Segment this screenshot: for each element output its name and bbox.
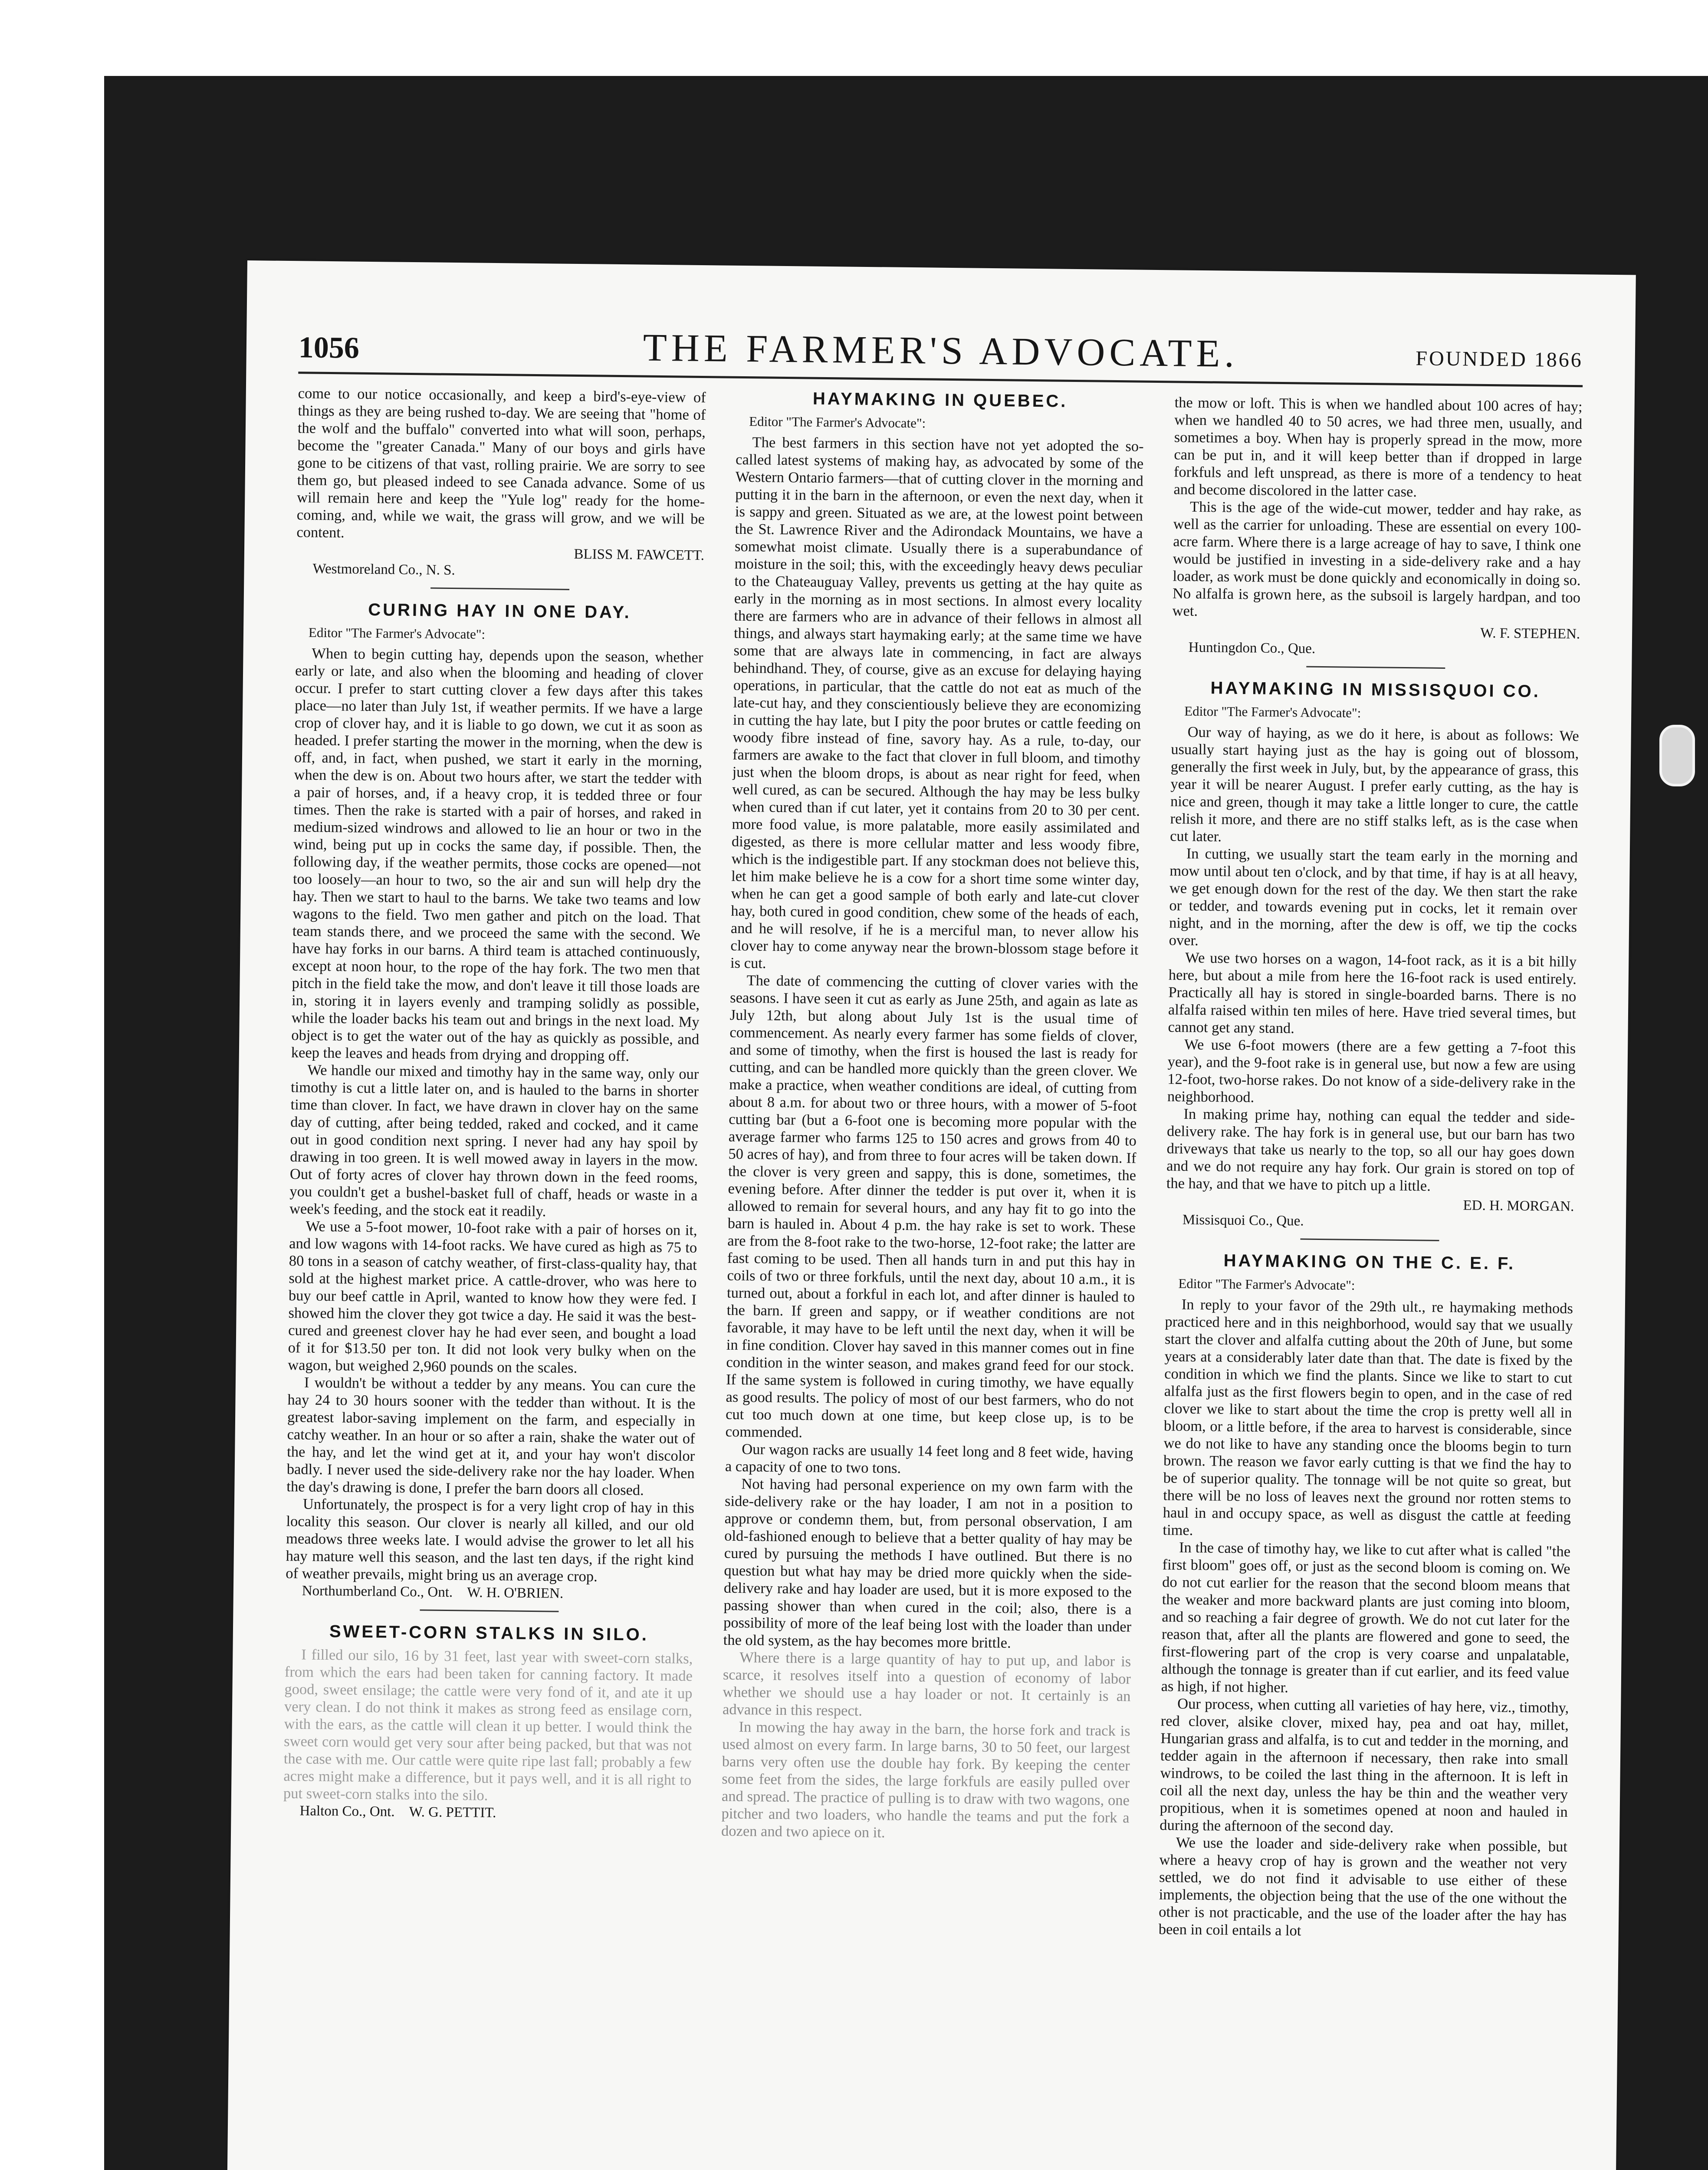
paragraph: In mowing the hay away in the barn, the horse fork and track is used almost on every farm. In large barns, 30 to 50 feet, our largest barns very often use the double hay fork. By keeping the center some feet from the sides, the large forkfuls are easily pulled over and spread. The practice of pulling is to draw with two wagons, one pitcher and two loaders, who handle the teams and put the fork a dozen and two apiece on it. [721, 1719, 1130, 1841]
paragraph: Our process, when cutting all varieties of hay here, viz., timothy, red clover, alsike clover, mixed hay, pea and oat hay, millet, Hungarian grass and alfalfa, is to cut and tedder in the morning, and tedder again in the afternoon if necessary, then rake into small windrows, to be coiled the last thing in the afternoon. It is left in coil all the next day, unless the hay be thin and the weather very propitious, when it is sometimes opened at noon and hauled in during the afternoon of the second day. [1159, 1695, 1569, 1836]
location: Missisquoi Co., Que. [1182, 1212, 1304, 1229]
divider [430, 587, 569, 590]
article-headline: HAYMAKING ON THE C. E. F. [1223, 1251, 1516, 1273]
paragraph: The date of commencing the cutting of clover varies with the seasons. I have seen it cut as early as June 25th, and again as late as July 12th, but along about July 1st is the usual time of commencement. As nearly every farmer has some fields of clover, and some of timothy, when the first is housed the last is ready for cutting, and can be handled more quickly than the green clover. We make a practice, when weather conditions are ideal, of cutting from about 8 a.m. for about two or three hours, with a mower of 5-foot cutting bar (but a 6-foot one is becoming more popular with the average farmer who farms 125 to 150 acres and grows from 40 to 50 acres of hay), and from three to four acres will be taken down. If the clover is very green and sappy, this is done, sometimes, the evening before. After dinner the tedder is put over it, when it is allowed to remain for several hours, and any hay fit to go into the barn is hauled in. About 4 p.m. the hay rake is set to work. These are from the 8-foot rake to the two-horse, 12-foot rake; the latter are fast coming to be used. Then all hands turn in and put this hay in coils of two or three forkfuls, until the next day, about 10 a.m., it is turned out, about a forkful in each lot, and after dinner is hauled to the barn. If green and sappy, or if weather conditions are not favorable, it may have to be left until the next day, when it will be in fine condition. Clover hay saved in this manner comes out in fine condition in the winter season, and makes grand feed for our stock. If the same system is followed in curing timothy, we have equally as good results. The policy of most of our best farmers, who do not cut too much down at one time, but keep close up, is to be commended. [725, 972, 1138, 1441]
newspaper-page [225, 260, 1636, 2170]
divider [420, 1609, 558, 1612]
paragraph: In making prime hay, nothing can equal the tedder and side-delivery rake. The hay fork is in general use, but our barn has two driveways that take us nearly to the top, so all our hay goes down and we do not require any hay fork. Our grain is stored on top of the hay, and that we have to pitch up a little. [1166, 1105, 1575, 1194]
editor-line: Editor "The Farmer's Advocate": [749, 414, 926, 431]
page-number: 1056 [298, 331, 360, 365]
sprocket-hole [1659, 725, 1695, 786]
paragraph: In reply to your favor of the 29th ult., re haymaking methods practiced here and in this neighborhood, would say that we usually start the clover and alfalfa cutting about the 20th of June, but some years at a considerably later date than that. The date is fixed by the condition in which we find the plants. Since we like to start to cut alfalfa just as the first flowers begin to open, and in the case of red clover we like to start about the time the crop is pretty well all in bloom, or a little before, if the area to harvest is considerable, since we do not like to have any standing once the blooms begin to turn brown. The reason we favor early cutting is that we find the hay to be of superior quality. The tonnage will be not quite so great, but there will be no loss of leaves next the ground nor rotten stems to haul in and occupy space, as well as disgust the cattle at feeding time. [1163, 1296, 1573, 1539]
article-headline: SWEET-CORN STALKS IN SILO. [329, 1622, 649, 1644]
film-edge [0, 0, 104, 2170]
paragraph: We use a 5-foot mower, 10-foot rake with a pair of horses on it, and low wagons with 14-foot racks. We have cured as high as 75 to 80 tons in a season of catchy weather, of first-class-quality hay, that sold at the highest market price. A cattle-drover, who was here to buy our beef cattle in April, wanted to know how they were fed. I showed him the clover they got twice a day. He said it was the best-cured and greenest clover hay he had ever seen, and bought a load of it for $13.50 per ton. It did not look very bulky when on the wagon, but weighed 2,960 pounds on the scales. [288, 1218, 697, 1377]
editor-line: Editor "The Farmer's Advocate": [308, 625, 486, 642]
signature: W. H. O'BRIEN. [467, 1585, 564, 1601]
column-3 [1154, 394, 1583, 2170]
paragraph: We use the loader and side-delivery rake when possible, but where a heavy crop of hay is grown and the weather not very settled, we do not find it advisable to use either of these implements, the objection being that the use of the one without the other is not practicable, and the use of the loader after the hay has been in coil entails a lot [1158, 1834, 1568, 1939]
editor-line: Editor "The Farmer's Advocate": [1184, 703, 1361, 720]
article-headline: HAYMAKING IN MISSISQUOI CO. [1210, 678, 1541, 701]
signature: BLISS M. FAWCETT. [574, 546, 705, 564]
article-headline: HAYMAKING IN QUEBEC. [812, 389, 1068, 411]
editor-line: Editor "The Farmer's Advocate": [1178, 1276, 1355, 1293]
signature: ED. H. MORGAN. [1463, 1197, 1574, 1215]
masthead-title: THE FARMER'S ADVOCATE. [643, 326, 1239, 375]
location: Westmoreland Co., N. S. [312, 561, 455, 579]
location: Huntingdon Co., Que. [1188, 639, 1316, 657]
paragraph: I wouldn't be without a tedder by any means. You can cure the hay 24 to 30 hours sooner with the tedder than without. It is the greatest labor-saving implement on the farm, and especially in catchy weather. In an hour or so after a rain, shake the water out of the hay, and let the wind get at it, and your hay won't discolor badly. I never used the side-delivery rake nor the hay loader. When the day's drawing is done, I prefer the barn doors all closed. [286, 1374, 696, 1499]
location [302, 1582, 693, 1603]
paragraph: I filled our silo, 16 by 31 feet, last year with sweet-corn stalks, from which the ears had been taken for canning factory. It made good, sweet ensilage; the cattle were very fond of it, and ate it up very clean. I do not think it makes as strong feed as ensilage corn, with the ears, as the cattle will clean it up better. I would think the sweet corn would get very sour after being packed, but that was not the case with me. Our cattle were quite ripe last fall; probably a few acres might make a difference, but it pays well, and it is all right to put sweet-corn stalks into the silo. [283, 1646, 693, 1804]
signature: W. F. STEPHEN. [1480, 625, 1580, 642]
paragraph: In cutting, we usually start the team early in the morning and mow until about ten o'clock, and by that time, if hay is at all heavy, we get enough down for the rest of the day. We then start the rake or tedder, and towards evening put in cocks, let it remain over night, and in the morning, after the dew is off, we tip the cocks over. [1169, 845, 1578, 949]
column-1 [278, 385, 706, 2170]
paragraph: Our way of haying, as we do it here, is about as follows: We usually start haying just as the hay is going out of blossom, generally the first week in July, but, by the appearance of grass, this year it will be nearer August. I prefer early cutting, as the hay is nice and green, though it may take a little longer to cure, the cattle relish it more, and there are no stiff stalks left, as is the case when cut later. [1170, 723, 1579, 845]
paragraph: When to begin cutting hay, depends upon the season, whether early or late, and also when the blooming and heading of clover occur. I prefer to start cutting clover a few days after this takes place—no later than July 1st, if weather permits. If we have a large crop of clover hay, and it is liable to go down, we cut it as soon as headed. I prefer starting the mower in the morning, when the dew is off, and, in fact, when pushed, we start it early in the morning, when the dew is on. About two hours after, we start the tedder with a pair of horses, and, if a heavy crop, it is tedded three or four times. Then the rake is started with a pair of horses, and raked in medium-sized windrows and allowed to lie an hour or two in the wind, being put up in cocks the same day, if possible. Then, the following day, if the weather permits, those cocks are opened—not too loosely—an hour to two, so the air and sun will help dry the hay. Then we start to haul to the barns. We take two teams and low wagons to the field. Two men gather and pitch on the load. That team stands there, and we proceed the same with the second. We have hay forks in our barns. A third team is attached continuously, except at noon hour, to the rope of the hay fork. The two men that pitch in the field take the mow, and don't leave it till those loads are in, storing it in layers evenly and tramping solidly as possible, while the loader backs his team out and brings in the next load. My object is to get the water out of the hay as quickly as possible, and keep the leaves and heads from drying and dropping off. [291, 645, 703, 1065]
article-continuation: come to our notice occasionally, and keep a bird's-eye-view of things as they are being rushed to-day. We are seeing that "home of the wolf and the buffalo" converted into what will soon, perhaps, become the "greater Canada." Many of our boys and girls have gone to be citizens of that vast, rolling prairie. We are sorry to see them go, but pleased indeed to see Canada advance. Some of us will remain here and keep the "Yule log" ready for the home-coming, and, while we wait, the grass will grow, and we will be content. [296, 385, 706, 541]
location-text: Halton Co., Ont. [299, 1803, 395, 1820]
paragraph: Unfortunately, the prospect is for a very light crop of hay in this locality this season. Our clover is nearly all killed, and our old meadows three weeks late. I would advise the grower to let all his hay mature well this season, and the last ten days, if the right kind of weather prevails, might bring us an average crop. [286, 1496, 695, 1585]
divider [1301, 1239, 1439, 1241]
location-text: Northumberland Co., Ont. [302, 1583, 453, 1601]
location [299, 1802, 691, 1823]
paragraph: In the case of timothy hay, we like to cut after what is called "the first bloom" goes off, or just as the second bloom is coming on. We do not cut earlier for the reason that the second bloom means that the weaker and more backward plants are just coming into bloom, and so reaching a fair degree of growth. We do not cut later for the reason that, after all the plants are flowered and gone to seed, the first-flowering part of the crop is very coarse and unpalatable, although the tonnage is greater than if cut earlier, and its feed value as high, if not higher. [1161, 1539, 1571, 1696]
divider [1306, 666, 1445, 669]
founded-note: FOUNDED 1866 [1416, 347, 1583, 372]
article-continuation: the mow or loft. This is when we handled about 100 acres of hay; when we handled 40 to 50 acres, we had three men, usually, and sometimes a boy. When hay is properly spread in the mow, more can be put in, and it will keep better than if dropped in large forkfuls and left unspread, as there is more of a tendency to heat and become discolored in the latter case. [1173, 394, 1583, 500]
paragraph: This is the age of the wide-cut mower, tedder and hay rake, as well as the carrier for unloading. These are essential on every 100-acre farm. Where there is a large acreage of hay to save, I think one would be justified in investing in a side-delivery rake and a hay loader, as work must be done quickly and economically in doing so. No alfalfa is grown here, as the subsoil is largely hardpan, and too wet. [1172, 498, 1582, 619]
page-header [298, 322, 1583, 387]
column-2 [716, 389, 1144, 2170]
signature: W. G. PETTIT. [409, 1804, 496, 1821]
article-headline: CURING HAY IN ONE DAY. [368, 600, 632, 622]
paragraph: We use 6-foot mowers (there are a few getting a 7-foot this year), and the 9-foot rake is in general use, but now a few are using 12-foot, two-horse rakes. Do not know of a side-delivery rake in the neighborhood. [1167, 1036, 1576, 1106]
paragraph: We handle our mixed and timothy hay in the same way, only our timothy is cut a little later on, and is hauled to the barns in shorter time than clover. In fact, we have drawn in clover hay on the same day of cutting, after being tedded, raked and cocked, and it came out in good condition next spring. I never had any hay spoil by drawing in too green. It is well mowed away in layers in the mow. Out of forty acres of clover hay thrown down in the feed rooms, you couldn't get a bushel-basket full of chaff, heads or waste in a week's feeding, and the stock eat it readily. [289, 1062, 699, 1220]
paragraph: Where there is a large quantity of hay to put up, and labor is scarce, it resolves itself into a question of economy of labor whether we should use a hay loader or not. It certainly is an advance in this respect. [722, 1649, 1131, 1720]
paragraph: The best farmers in this section have not yet adopted the so-called latest systems of making hay, as advocated by some of the Western Ontario farmers—that of cutting clover in the morning and putting it in the barn in the afternoon, or even the next day, when it is sappy and green. Situated as we are, at the lowest point between the St. Lawrence River and the Adirondack Mountains, we have a somewhat moist climate. Usually there is a superabundance of moisture in the soil; this, with the exceedingly heavy dews peculiar to the Chateauguay Valley, prevents us getting at the hay quite as early in the morning as in most sections. In almost every locality there are farmers who are in advance of their fellows in almost all things, and always start haymaking early; at the same time we have some that are always late in commencing, in fact are always behindhand. They, of course, give as an excuse for delaying haying operations, in particular, that the cattle do not eat as much of the late-cut hay, and they conscientiously believe they are economizing in cutting the hay late, but I pity the poor brutes or cattle feeding on woody fibre instead of fine, savory hay. As a rule, to-day, our farmers are awake to the fact that clover in full bloom, and timothy just when the bloom drops, is about as near right for feed, when well cured, as can be secured. Although the hay may be less bulky when cured than if cut later, yet it contains from 20 to 30 per cent. more food value, is more palatable, more easily assimilated and digested, as there is more cellular matter and less woody fibre, which is the indigestible part. If any stockman does not believe this, let him make believe he is a cow for a short time some winter day, when he can get a good sample of both early and late-cut clover hay, both cured in good condition, chew some of the heads of each, and he will resolve, if he is a merciful man, to never allow his clover hay to come anyway near the brown-blossom stage before it is cut. [730, 434, 1144, 972]
paragraph: Our wagon racks are usually 14 feet long and 8 feet wide, having a capacity of one to two tons. [725, 1441, 1133, 1476]
paragraph: We use two horses on a wagon, 14-foot rack, as it is a bit hilly here, but about a mile from here the 16-foot rack is used entirely. Practically all hay is stored in single-boarded barns. There is no alfalfa raised within ten miles of here. Have tried several times, but cannot get any stand. [1168, 949, 1577, 1037]
paragraph: Not having had personal experience on my own farm with the side-delivery rake or the hay loader, I am not in a position to approve or condemn them, but, from personal observation, I am old-fashioned enough to believe that a better quality of hay may be cured by pursuing the methods I have outlined. But there is no question but what hay may be dried more quickly when the side-delivery rake and hay loader are used, but it is more exposed to the passing shower than when cured in the coil; also, there is a possibility of more of the leaf being lost with the loader than under the old system, as the hay becomes more brittle. [723, 1476, 1133, 1651]
